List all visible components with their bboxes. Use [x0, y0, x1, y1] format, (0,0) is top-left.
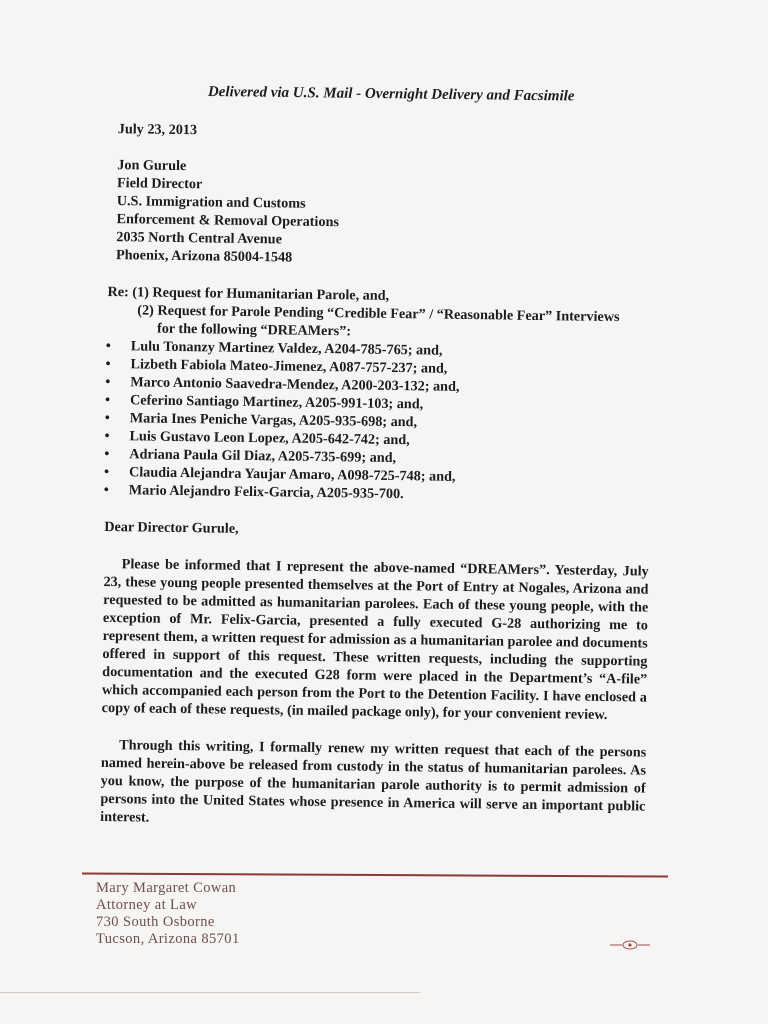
letterhead — [96, 880, 240, 948]
recipient-address — [116, 156, 654, 271]
dreamer-name: Adriana Paula Gil Diaz, A205-735-699; and, — [129, 446, 397, 467]
bullet: • — [104, 409, 110, 427]
ornament-icon — [608, 938, 652, 952]
bullet: • — [103, 463, 110, 481]
paragraph-1: Please be informed that I represent the above-named “DREAMers”. Yesterday, July 23, these young people presented themselves at the Port of Entry at Nogales, Arizona and requested to be admitted as humanitarian parolees. Each of these young people, with the exception of Mr. Felix-Garcia, presented a fully executed G-28 authorizing me to represent them, a written request for admission as a humanitarian parolee and documents offered in support of this request. These written requests, including the supporting documentation and the executed G28 form were placed in the Department’s “A-file” which accompanied each person from the Port to the Detention Facility. I have enclosed a copy of each of these requests, (in mailed package only), for your convenient review. — [101, 556, 649, 724]
bullet: • — [105, 373, 111, 391]
recipient-city: Phoenix, Arizona 85004-1548 — [115, 247, 293, 266]
attorney-title: Attorney at Law — [96, 897, 198, 913]
dreamer-name: Lulu Tonanzy Martinez Valdez, A204-785-765; and, — [130, 338, 443, 359]
paragraph-2: Through this writing, I formally renew my written request that each of the persons named herein-above be released from custody in the status of humanitarian parolees. As you know, the purpose of the humanitarian parole authority is to permit admission of persons into the United States whose presence in America will serve an important public interest. — [100, 737, 647, 826]
bullet: • — [105, 337, 111, 355]
bullet: • — [104, 445, 110, 463]
recipient-street: 2035 North Central Avenue — [116, 229, 283, 248]
bullet: • — [105, 355, 111, 373]
attorney-street: 730 South Osborne — [96, 914, 215, 930]
re-section — [105, 283, 653, 507]
recipient-name: Jon Gurule — [117, 157, 187, 175]
bullet: • — [104, 427, 110, 445]
re-line-1: Re: (1) Request for Humanitarian Parole, and, — [107, 283, 390, 304]
dreamer-name: Ceferino Santiago Martinez, A205-991-103; and, — [129, 392, 424, 413]
dreamer-name: Marco Antonio Saavedra-Mendez, A200-203-132; and, — [130, 374, 460, 395]
bullet: • — [103, 481, 109, 499]
letterhead-divider — [82, 872, 668, 877]
attorney-name: Mary Margaret Cowan — [96, 880, 237, 896]
recipient-title: Field Director — [116, 175, 203, 193]
re-line-3: for the following “DREAMers”: — [156, 320, 352, 340]
salutation: Dear Director Gurule, — [104, 518, 239, 537]
dreamers-list — [105, 337, 652, 507]
dreamer-name: Lizbeth Fabiola Mateo-Jimenez, A087-757-237; and, — [130, 356, 448, 377]
dreamer-name: Maria Ines Peniche Vargas, A205-935-698; and, — [129, 410, 418, 431]
letter-body — [100, 116, 655, 834]
recipient-department: Enforcement & Removal Operations — [116, 211, 340, 231]
dreamer-name: Claudia Alejandra Yaujar Amaro, A098-725-748; and, — [128, 464, 456, 485]
dreamer-name: Mario Alejandro Felix-Garcia, A205-935-700. — [128, 482, 404, 503]
re-line-2: (2) Request for Parole Pending “Credible Fear” / “Reasonable Fear” Interviews — [137, 302, 620, 326]
attorney-city: Tucson, Arizona 85701 — [96, 931, 240, 947]
delivery-note: Delivered via U.S. Mail - Overnight Delivery and Facsimile — [207, 84, 575, 105]
recipient-agency: U.S. Immigration and Customs — [116, 193, 306, 212]
bullet: • — [104, 391, 111, 409]
letter-date: July 23, 2013 — [117, 121, 198, 139]
page-edge-line — [0, 992, 420, 993]
dreamer-name: Luis Gustavo Leon Lopez, A205-642-742; and, — [129, 428, 410, 449]
